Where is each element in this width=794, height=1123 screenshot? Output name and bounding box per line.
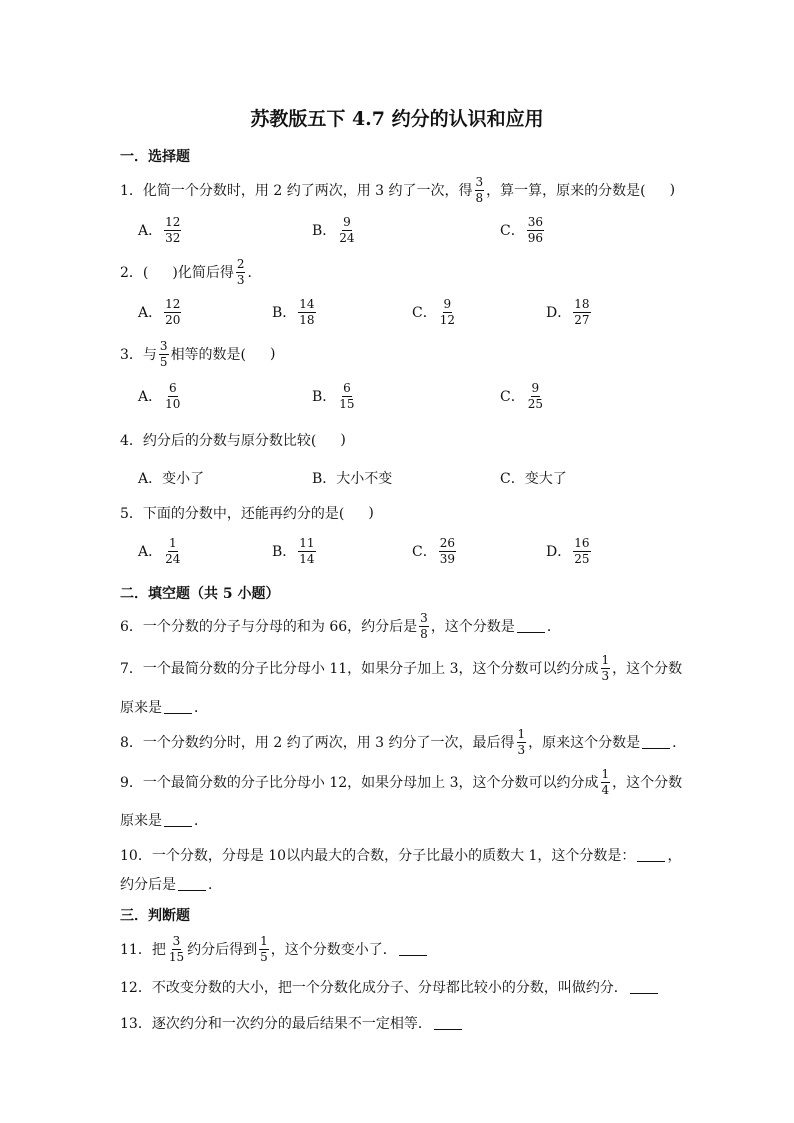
question-9-line2: 原来是 ． bbox=[120, 813, 208, 829]
fraction: $\frac{1}{3}$ bbox=[601, 653, 610, 683]
q4-option-c[interactable]: C．变大了 bbox=[500, 471, 567, 487]
answer-blank[interactable] bbox=[630, 981, 658, 994]
fraction: $\frac{3}{15}$ bbox=[168, 934, 185, 964]
q3-option-c[interactable]: C． $\frac{9}{25}$ bbox=[500, 381, 543, 411]
q1-option-c[interactable]: C． $\frac{36}{96}$ bbox=[500, 215, 543, 245]
fraction: $\frac{1}{3}$ bbox=[517, 727, 526, 757]
q4-option-a[interactable]: A．变小了 bbox=[138, 471, 205, 487]
fraction: $\frac{1}{4}$ bbox=[601, 767, 610, 797]
question-4: 4．约分后的分数与原分数比较( ) bbox=[120, 432, 346, 449]
answer-blank[interactable] bbox=[399, 943, 427, 956]
answer-blank[interactable] bbox=[517, 620, 545, 633]
q2-option-c[interactable]: C． $\frac{9}{12}$ bbox=[412, 297, 455, 327]
question-12: 12．不改变分数的大小，把一个分数化成分子、分母都比较小的分数，叫做约分． bbox=[120, 977, 660, 997]
question-7-line2: 原来是 ． bbox=[120, 700, 208, 716]
page-title: 苏教版五下 4.7 约分的认识和应用 bbox=[250, 108, 544, 130]
answer-blank[interactable] bbox=[164, 701, 192, 714]
q2-option-b[interactable]: B． $\frac{14}{18}$ bbox=[272, 297, 315, 327]
q3-option-a[interactable]: A． $\frac{6}{10}$ bbox=[138, 381, 181, 411]
q5-option-b[interactable]: B． $\frac{11}{14}$ bbox=[272, 536, 315, 566]
question-3: 3．与 $\frac{3}{5}$ 相等的数是( ) bbox=[120, 339, 276, 369]
fraction: $\frac{3}{8}$ bbox=[475, 175, 484, 205]
question-6: 6．一个分数的分子与分母的和为 66，约分后是 $\frac{3}{8}$ ，这个分数是 ． bbox=[120, 611, 561, 641]
fraction: $\frac{2}{3}$ bbox=[236, 257, 245, 287]
question-1: 1．化简一个分数时，用 2 约了两次，用 3 约了一次，得 $\frac{3}{8}$ ，算一算，原来的分数是( ) bbox=[120, 175, 676, 205]
section-judge: 三．判断题 bbox=[120, 908, 190, 924]
answer-blank[interactable] bbox=[164, 814, 192, 827]
answer-blank[interactable] bbox=[637, 849, 665, 862]
q1-option-a[interactable]: A． $\frac{12}{32}$ bbox=[138, 215, 181, 245]
q1-text: 1．化简一个分数时，用 2 约了两次，用 3 约了一次，得 bbox=[120, 183, 473, 200]
question-13: 13．逐次约分和一次约分的最后结果不一定相等． bbox=[120, 1013, 464, 1033]
q3-option-b[interactable]: B． $\frac{6}{15}$ bbox=[312, 381, 355, 411]
q5-option-d[interactable]: D． $\frac{16}{25}$ bbox=[546, 536, 590, 566]
fraction: $\frac{3}{8}$ bbox=[420, 611, 428, 641]
question-5: 5．下面的分数中，还能再约分的是( ) bbox=[120, 505, 374, 522]
question-10-line2: 约分后是 ． bbox=[120, 877, 222, 893]
section-fill: 二．填空题（共 5 小题） bbox=[120, 586, 280, 602]
section-choice: 一．选择题 bbox=[120, 149, 190, 165]
question-2: 2．( )化简后得 $\frac{2}{3}$ ． bbox=[120, 257, 262, 287]
question-10: 10．一个分数，分母是 10以内最大的合数，分子比最小的质数大 1，这个分数是： ， bbox=[120, 848, 682, 864]
fraction: $\frac{1}{5}$ bbox=[260, 934, 268, 964]
q5-option-a[interactable]: A． $\frac{1}{24}$ bbox=[138, 536, 181, 566]
fraction: $\frac{3}{5}$ bbox=[159, 339, 168, 369]
answer-blank[interactable] bbox=[434, 1017, 462, 1030]
q2-option-d[interactable]: D． $\frac{18}{27}$ bbox=[546, 297, 590, 327]
question-8: 8．一个分数约分时，用 2 约了两次，用 3 约分了一次，最后得 $\frac{1}{3}$ ，原来这个分数是 ． bbox=[120, 727, 687, 757]
answer-blank[interactable] bbox=[642, 736, 670, 749]
q1-text-post: ，算一算，原来的分数是( bbox=[486, 183, 646, 200]
question-11: 11．把 $\frac{3}{15}$ 约分后得到 $\frac{1}{5}$ ，这个分数变小了． bbox=[120, 935, 429, 963]
q5-option-c[interactable]: C． $\frac{26}{39}$ bbox=[412, 536, 455, 566]
question-9: 9．一个最简分数的分子比分母小 12，如果分母加上 3，这个分数可以约分成 $\frac{1}{4}$ ，这个分数 bbox=[120, 767, 683, 797]
q4-option-b[interactable]: B．大小不变 bbox=[312, 471, 393, 487]
q1-option-b[interactable]: B． $\frac{9}{24}$ bbox=[312, 215, 355, 245]
q2-option-a[interactable]: A． $\frac{12}{20}$ bbox=[138, 297, 181, 327]
answer-blank[interactable] bbox=[178, 878, 206, 891]
question-7: 7．一个最简分数的分子比分母小 11，如果分子加上 3，这个分数可以约分成 $\frac{1}{3}$ ，这个分数 bbox=[120, 653, 683, 683]
